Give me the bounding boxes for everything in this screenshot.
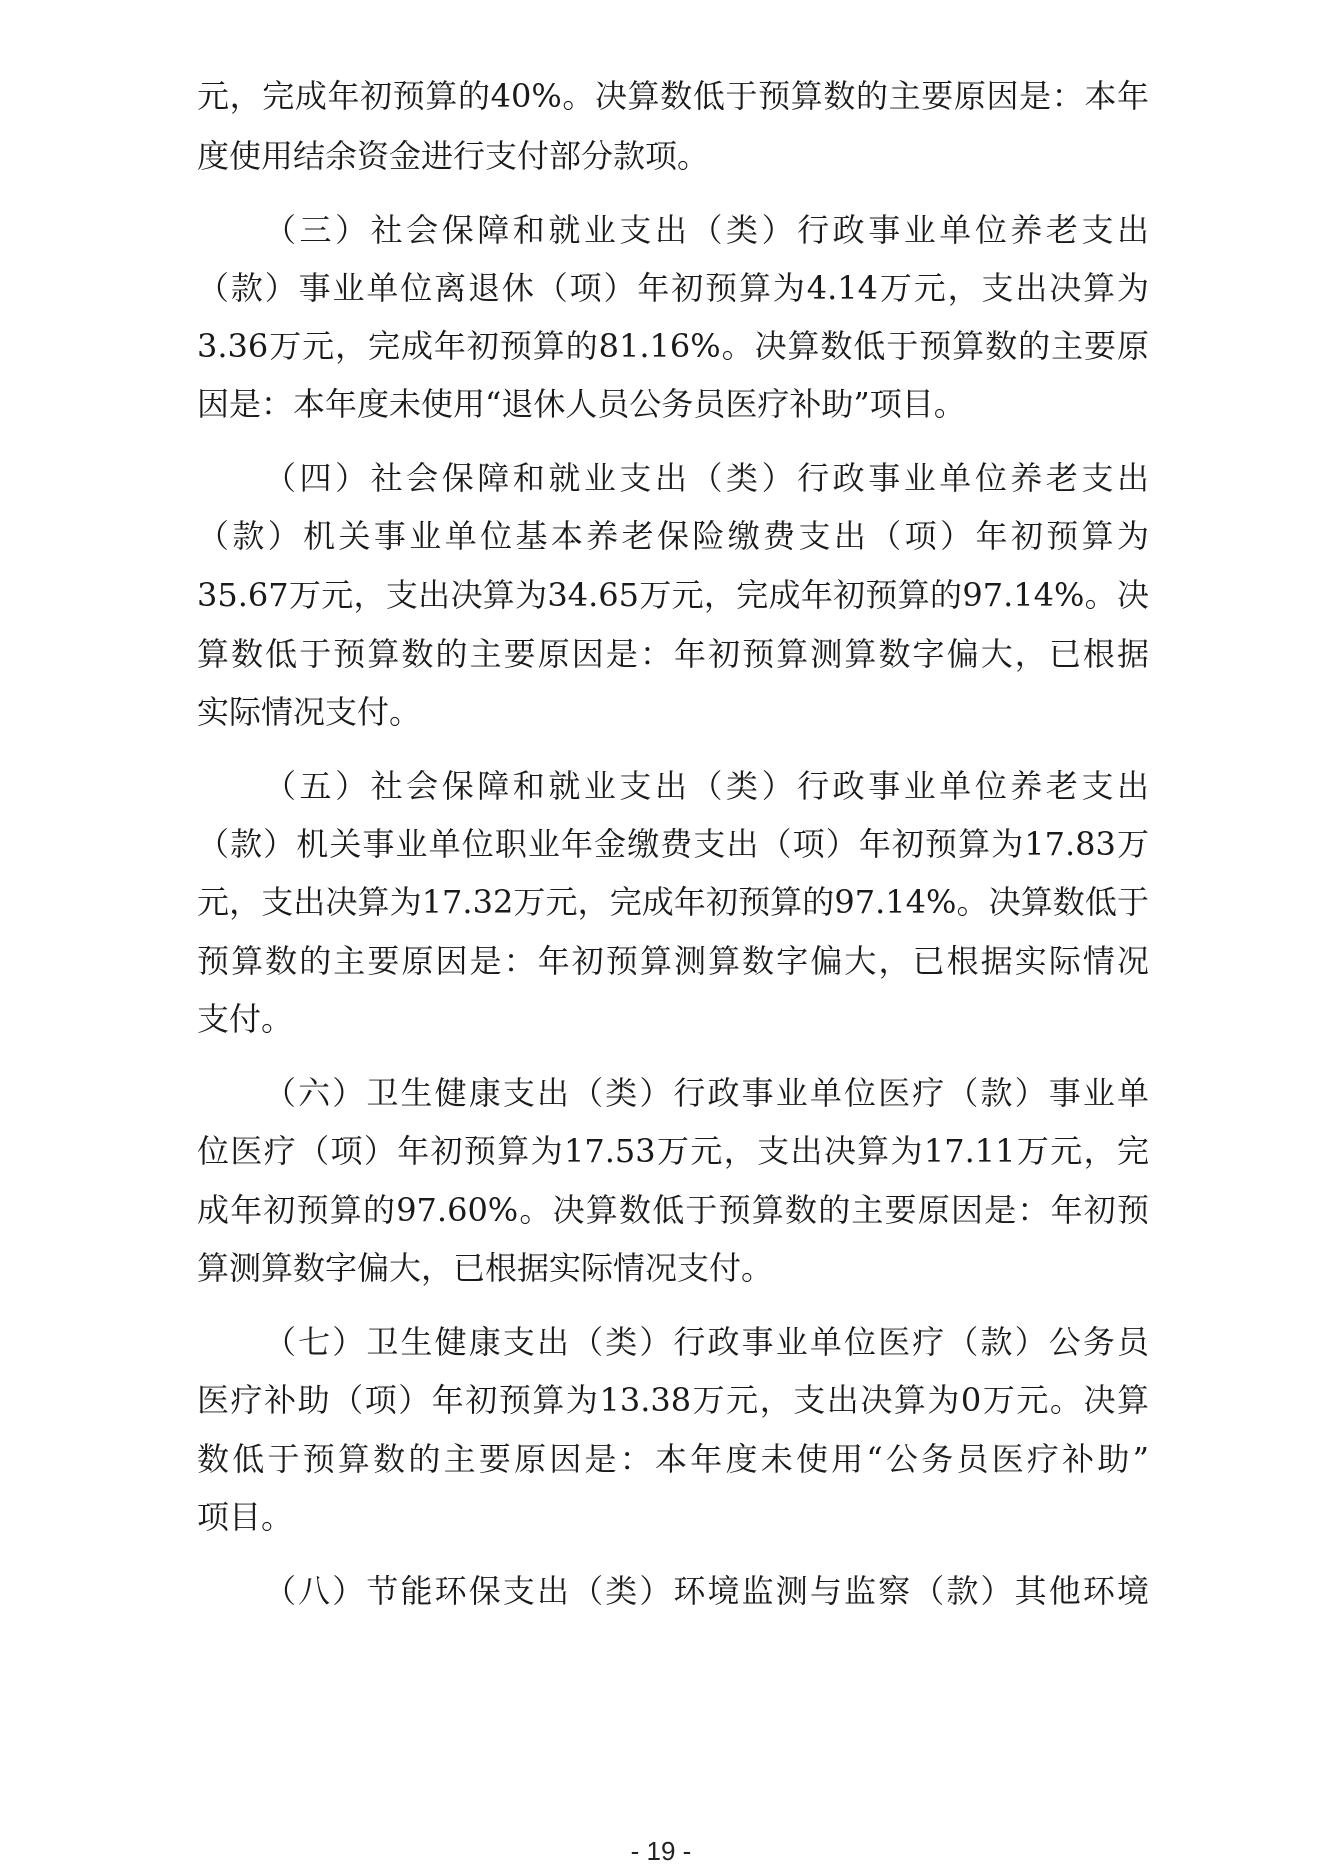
page-number: - 19 - bbox=[630, 1836, 692, 1866]
paragraph-line: 算测算数字偏大，已根据实际情况支付。 bbox=[197, 1249, 774, 1287]
paragraph-line: （款）机关事业单位基本养老保险缴费支出（项）年初预算为 bbox=[197, 517, 1149, 555]
paragraph-line: 支付。 bbox=[197, 1000, 294, 1038]
paragraph-line: 实际情况支付。 bbox=[197, 693, 422, 731]
paragraph-line: 元，支出决算为17.32万元，完成年初预算的97.14%。决算数低于 bbox=[197, 883, 1149, 921]
paragraph-line: （六）卫生健康支出（类）行政事业单位医疗（款）事业单 bbox=[264, 1074, 1149, 1112]
paragraph-line: （七）卫生健康支出（类）行政事业单位医疗（款）公务员 bbox=[264, 1323, 1149, 1361]
paragraph-line: 医疗补助（项）年初预算为13.38万元，支出决算为0万元。决算 bbox=[197, 1381, 1149, 1419]
paragraph-line: 因是：本年度未使用“退休人员公务员医疗补助”项目。 bbox=[197, 385, 966, 423]
paragraph-line: （八）节能环保支出（类）环境监测与监察（款）其他环境 bbox=[264, 1572, 1149, 1610]
paragraph-line: 位医疗（项）年初预算为17.53万元，支出决算为17.11万元，完 bbox=[197, 1132, 1149, 1170]
paragraph-line: （款）事业单位离退休（项）年初预算为4.14万元，支出决算为 bbox=[197, 269, 1149, 307]
paragraph-line: 3.36万元，完成年初预算的81.16%。决算数低于预算数的主要原 bbox=[197, 327, 1149, 365]
paragraph-line: 35.67万元，支出决算为34.65万元，完成年初预算的97.14%。决 bbox=[197, 576, 1149, 614]
paragraph-line: 元，完成年初预算的40%。决算数低于预算数的主要原因是：本年 bbox=[197, 77, 1149, 115]
paragraph-line: 项目。 bbox=[197, 1498, 294, 1536]
paragraph-line: 算数低于预算数的主要原因是：年初预算测算数字偏大，已根据 bbox=[197, 635, 1149, 673]
paragraph-line: 度使用结余资金进行支付部分款项。 bbox=[197, 137, 710, 175]
paragraph-line: 数低于预算数的主要原因是：本年度未使用“公务员医疗补助” bbox=[197, 1440, 1149, 1478]
paragraph-line: （四）社会保障和就业支出（类）行政事业单位养老支出 bbox=[264, 459, 1149, 497]
paragraph-line: 成年初预算的97.60%。决算数低于预算数的主要原因是：年初预 bbox=[197, 1191, 1149, 1229]
paragraph-line: （款）机关事业单位职业年金缴费支出（项）年初预算为17.83万 bbox=[197, 825, 1149, 863]
paragraph-line: 预算数的主要原因是：年初预算测算数字偏大，已根据实际情况 bbox=[197, 942, 1149, 980]
paragraph-line: （三）社会保障和就业支出（类）行政事业单位养老支出 bbox=[264, 211, 1149, 249]
paragraph-line: （五）社会保障和就业支出（类）行政事业单位养老支出 bbox=[264, 767, 1149, 805]
